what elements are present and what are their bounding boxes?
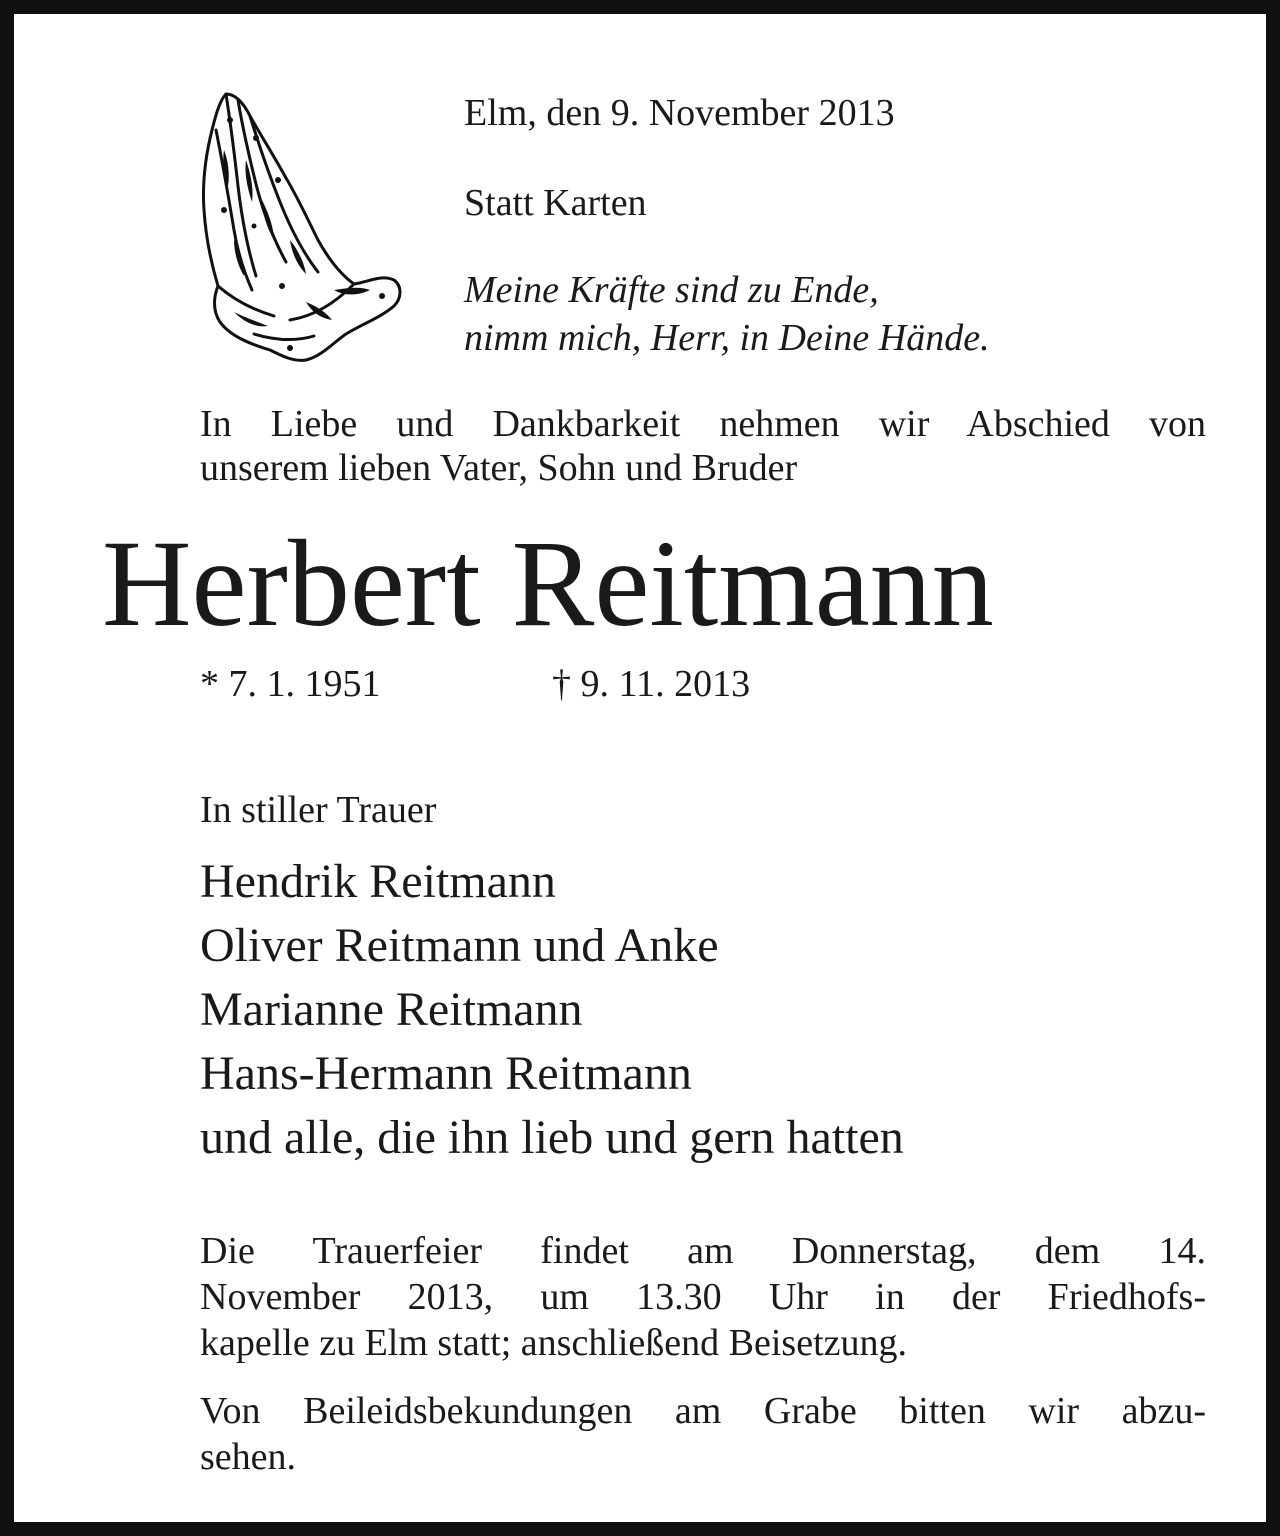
verse-line: Meine Kräfte sind zu Ende,: [464, 269, 879, 311]
service-info: [200, 1228, 1206, 1366]
condolence-request: [200, 1388, 1206, 1480]
list-item: und alle, die ihn lieb und gern hatten: [200, 1111, 904, 1164]
death-date: † 9. 11. 2013: [552, 663, 751, 705]
mourning-label: In stiller Trauer: [200, 789, 437, 831]
praying-hands-icon: [194, 90, 406, 366]
service-line: November 2013, um 13.30 Uhr in der Friedhofs-: [200, 1276, 1206, 1318]
service-line: Die Trauerfeier findet am Donnerstag, dem 14.: [200, 1230, 1206, 1272]
statt-karten-label: Statt Karten: [464, 182, 647, 224]
verse: [464, 266, 990, 362]
birth-date: * 7. 1. 1951: [200, 663, 381, 705]
request-line: sehen.: [200, 1436, 297, 1478]
intro-line: In Liebe und Dankbarkeit nehmen wir Abschied von: [200, 403, 1206, 445]
place-date: Elm, den 9. November 2013: [464, 92, 895, 134]
list-item: Marianne Reitmann: [200, 983, 583, 1036]
list-item: Oliver Reitmann und Anke: [200, 919, 719, 972]
service-line: kapelle zu Elm statt; anschließend Beisetzung.: [200, 1322, 908, 1364]
intro-text: [200, 402, 1206, 490]
request-line: Von Beileidsbekundungen am Grabe bitten wir abzu-: [200, 1390, 1206, 1432]
mourners-list: [200, 850, 904, 1170]
list-item: Hans-Hermann Reitmann: [200, 1047, 692, 1100]
deceased-name: Herbert Reitmann: [102, 515, 994, 652]
verse-line: nimm mich, Herr, in Deine Hände.: [464, 317, 990, 359]
list-item: Hendrik Reitmann: [200, 855, 556, 908]
intro-line: unserem lieben Vater, Sohn und Bruder: [200, 447, 798, 489]
